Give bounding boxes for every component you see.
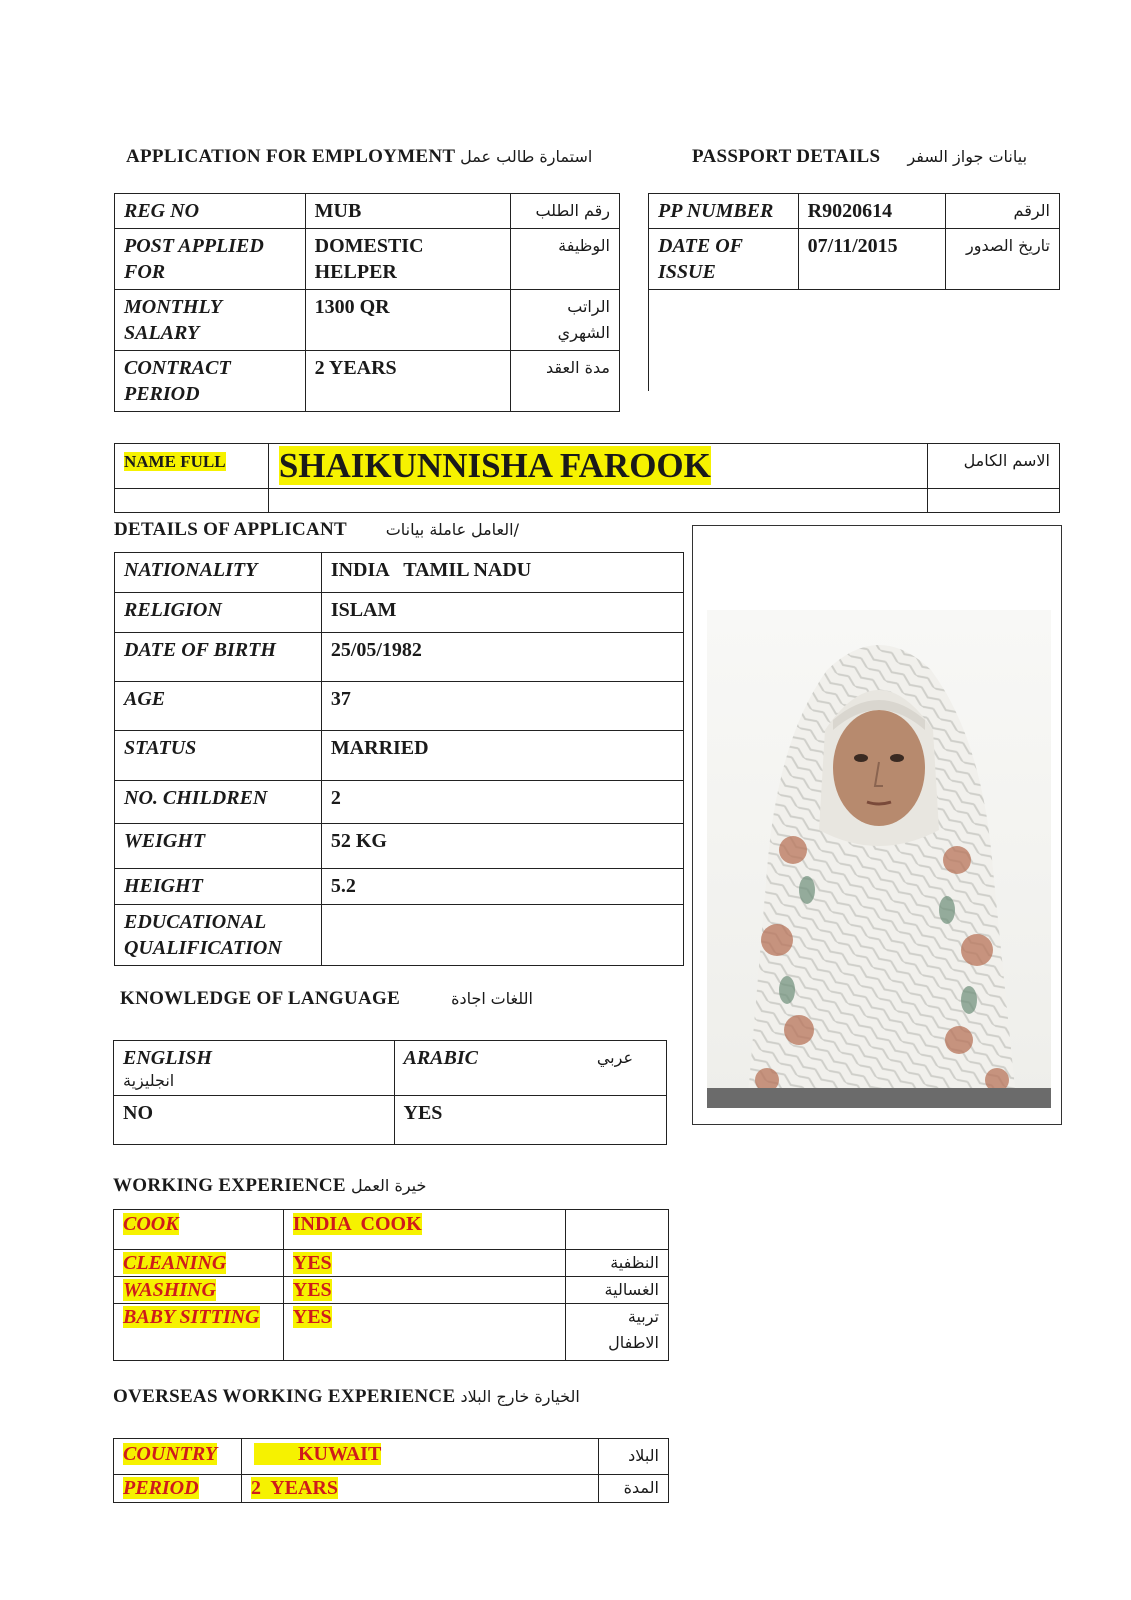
- table-row: [115, 593, 684, 633]
- cleaning-ar: النظفية: [566, 1250, 669, 1277]
- period-value-cell: [241, 1475, 598, 1503]
- period-value: 2 YEARS: [250, 1477, 338, 1499]
- empty-cell: [268, 489, 927, 513]
- weight-label: WEIGHT: [115, 824, 322, 869]
- table-row: [115, 444, 1060, 489]
- washing-label: WASHING: [123, 1279, 216, 1301]
- washing-value-cell: [283, 1277, 565, 1304]
- table-row: [114, 1210, 669, 1250]
- period-label-cell: [114, 1475, 242, 1503]
- name-label-cell: [115, 444, 269, 489]
- table-row: [115, 869, 684, 905]
- country-label-cell: [114, 1439, 242, 1475]
- monthly-salary-label: MONTHLY SALARY: [115, 290, 306, 351]
- reg-no-value: MUB: [305, 194, 511, 229]
- contract-period-ar: مدة العقد: [511, 351, 620, 412]
- table-row: [115, 731, 684, 781]
- baby-sitting-label-cell: [114, 1304, 284, 1361]
- monthly-salary-ar: الراتب الشهري: [511, 290, 620, 351]
- status-value: MARRIED: [321, 731, 683, 781]
- arabic-header: [394, 1041, 667, 1096]
- table-row: [115, 781, 684, 824]
- english-label-ar: انجليزية: [123, 1071, 175, 1090]
- overseas-header-text: OVERSEAS WORKING EXPERIENCE: [113, 1386, 456, 1407]
- monthly-salary-value: 1300 QR: [305, 290, 511, 351]
- table-row: [115, 633, 684, 682]
- baby-sitting-value-cell: [283, 1304, 565, 1361]
- post-applied-label: POST APPLIED FOR: [115, 229, 306, 290]
- washing-value: YES: [292, 1279, 332, 1301]
- education-value: [321, 905, 683, 966]
- full-name-value: SHAIKUNNISHA FAROOK: [278, 446, 711, 485]
- cleaning-value: YES: [292, 1252, 332, 1274]
- details-table: [114, 552, 684, 966]
- table-row: [115, 194, 620, 229]
- language-header-ar: اللغات: [490, 989, 533, 1008]
- english-value: NO: [114, 1096, 395, 1145]
- details-header-ar: العامل: [470, 520, 514, 539]
- working-header: [113, 1175, 426, 1197]
- table-row: [115, 351, 620, 412]
- table-row: [115, 290, 620, 351]
- contract-period-label: CONTRACT PERIOD: [115, 351, 306, 412]
- weight-value: 52 KG: [321, 824, 683, 869]
- reg-no-label: REG NO: [115, 194, 306, 229]
- nationality-value: INDIA TAMIL NADU: [321, 553, 683, 593]
- religion-value: ISLAM: [321, 593, 683, 633]
- cleaning-value-cell: [283, 1250, 565, 1277]
- language-header-text: KNOWLEDGE OF LANGUAGE: [120, 988, 401, 1009]
- cleaning-label: CLEANING: [123, 1252, 227, 1274]
- passport-header-ar: بيانات جواز السفر: [907, 147, 1028, 166]
- age-value: 37: [321, 682, 683, 731]
- country-ar: البلاد: [599, 1439, 669, 1475]
- table-row: [114, 1096, 667, 1145]
- period-ar: المدة: [599, 1475, 669, 1503]
- table-row: [115, 229, 620, 290]
- name-table: [114, 443, 1060, 513]
- table-row: [649, 229, 1060, 290]
- table-row: [115, 489, 1060, 513]
- baby-sitting-value: YES: [292, 1306, 332, 1328]
- working-header-text: WORKING EXPERIENCE: [113, 1175, 346, 1196]
- washing-ar: الغسالية: [566, 1277, 669, 1304]
- application-header-ar: استمارة طالب عمل: [460, 147, 593, 166]
- post-applied-value: DOMESTIC HELPER: [305, 229, 511, 290]
- country-value-cell: [241, 1439, 598, 1475]
- english-label: ENGLISH: [123, 1047, 212, 1069]
- application-header-text: APPLICATION FOR EMPLOYMENT: [126, 146, 456, 167]
- arabic-label: ARABIC: [403, 1047, 478, 1069]
- passport-header-text: PASSPORT DETAILS: [692, 146, 881, 167]
- passport-divider: [648, 285, 649, 391]
- passport-table: [648, 193, 1060, 290]
- nationality-label: NATIONALITY: [115, 553, 322, 593]
- date-of-issue-ar: تاريخ الصدور: [946, 229, 1060, 290]
- children-label: NO. CHILDREN: [115, 781, 322, 824]
- cook-ar: [566, 1210, 669, 1250]
- name-ar: الاسم الكامل: [928, 444, 1060, 489]
- date-of-issue-value: 07/11/2015: [798, 229, 946, 290]
- arabic-value: YES: [394, 1096, 667, 1145]
- table-row: [649, 194, 1060, 229]
- pp-number-ar: الرقم: [946, 194, 1060, 229]
- education-label: EDUCATIONAL QUALIFICATION: [115, 905, 322, 966]
- empty-cell: [928, 489, 1060, 513]
- overseas-header: [113, 1386, 580, 1408]
- table-row: [115, 553, 684, 593]
- pp-number-value: R9020614: [798, 194, 946, 229]
- name-value-cell: [268, 444, 927, 489]
- table-row: [114, 1277, 669, 1304]
- table-row: [114, 1439, 669, 1475]
- passport-header: [692, 146, 1027, 168]
- working-table: [113, 1209, 669, 1361]
- arabic-label-ar: عربي: [596, 1048, 633, 1067]
- baby-sitting-ar: تربية الاطفال: [566, 1304, 669, 1361]
- working-header-ar: خيرة العمل: [350, 1176, 427, 1195]
- applicant-photo-illustration: [707, 610, 1051, 1108]
- language-table: [113, 1040, 667, 1145]
- status-label: STATUS: [115, 731, 322, 781]
- applicant-photo: [707, 610, 1051, 1108]
- cook-label: COOK: [123, 1213, 179, 1235]
- language-header-ar2: اجادة: [451, 989, 486, 1008]
- details-header-text: DETAILS OF APPLICANT: [114, 519, 347, 540]
- english-header: [114, 1041, 395, 1096]
- table-row: [114, 1475, 669, 1503]
- reg-no-ar: رقم الطلب: [511, 194, 620, 229]
- name-label: NAME FULL: [124, 452, 226, 471]
- date-of-issue-label: DATE OF ISSUE: [649, 229, 799, 290]
- cook-label-cell: [114, 1210, 284, 1250]
- height-label: HEIGHT: [115, 869, 322, 905]
- height-value: 5.2: [321, 869, 683, 905]
- table-row: [115, 682, 684, 731]
- country-label: COUNTRY: [123, 1443, 218, 1465]
- overseas-header-ar: الخيارة خارج البلاد: [460, 1387, 580, 1406]
- table-row: [114, 1250, 669, 1277]
- religion-label: RELIGION: [115, 593, 322, 633]
- application-header: [126, 146, 592, 168]
- country-value: KUWAIT: [254, 1443, 381, 1465]
- table-row: [115, 905, 684, 966]
- pp-number-label: PP NUMBER: [649, 194, 799, 229]
- table-row: [115, 824, 684, 869]
- dob-label: DATE OF BIRTH: [115, 633, 322, 682]
- table-row: [114, 1304, 669, 1361]
- details-header: [114, 519, 519, 541]
- age-label: AGE: [115, 682, 322, 731]
- empty-cell: [115, 489, 269, 513]
- application-table: [114, 193, 620, 412]
- children-value: 2: [321, 781, 683, 824]
- period-label: PERIOD: [123, 1477, 199, 1499]
- contract-period-value: 2 YEARS: [305, 351, 511, 412]
- post-applied-ar: الوظيفة: [511, 229, 620, 290]
- dob-value: 25/05/1982: [321, 633, 683, 682]
- cook-value-cell: [283, 1210, 565, 1250]
- cleaning-label-cell: [114, 1250, 284, 1277]
- table-row: [114, 1041, 667, 1096]
- washing-label-cell: [114, 1277, 284, 1304]
- baby-sitting-label: BABY SITTING: [123, 1306, 260, 1328]
- overseas-table: [113, 1438, 669, 1503]
- language-header: [120, 988, 533, 1010]
- applicant-photo-frame: [692, 525, 1062, 1125]
- cook-value: INDIA COOK: [292, 1213, 422, 1235]
- details-header-ar2: عاملة بيانات/: [385, 520, 519, 539]
